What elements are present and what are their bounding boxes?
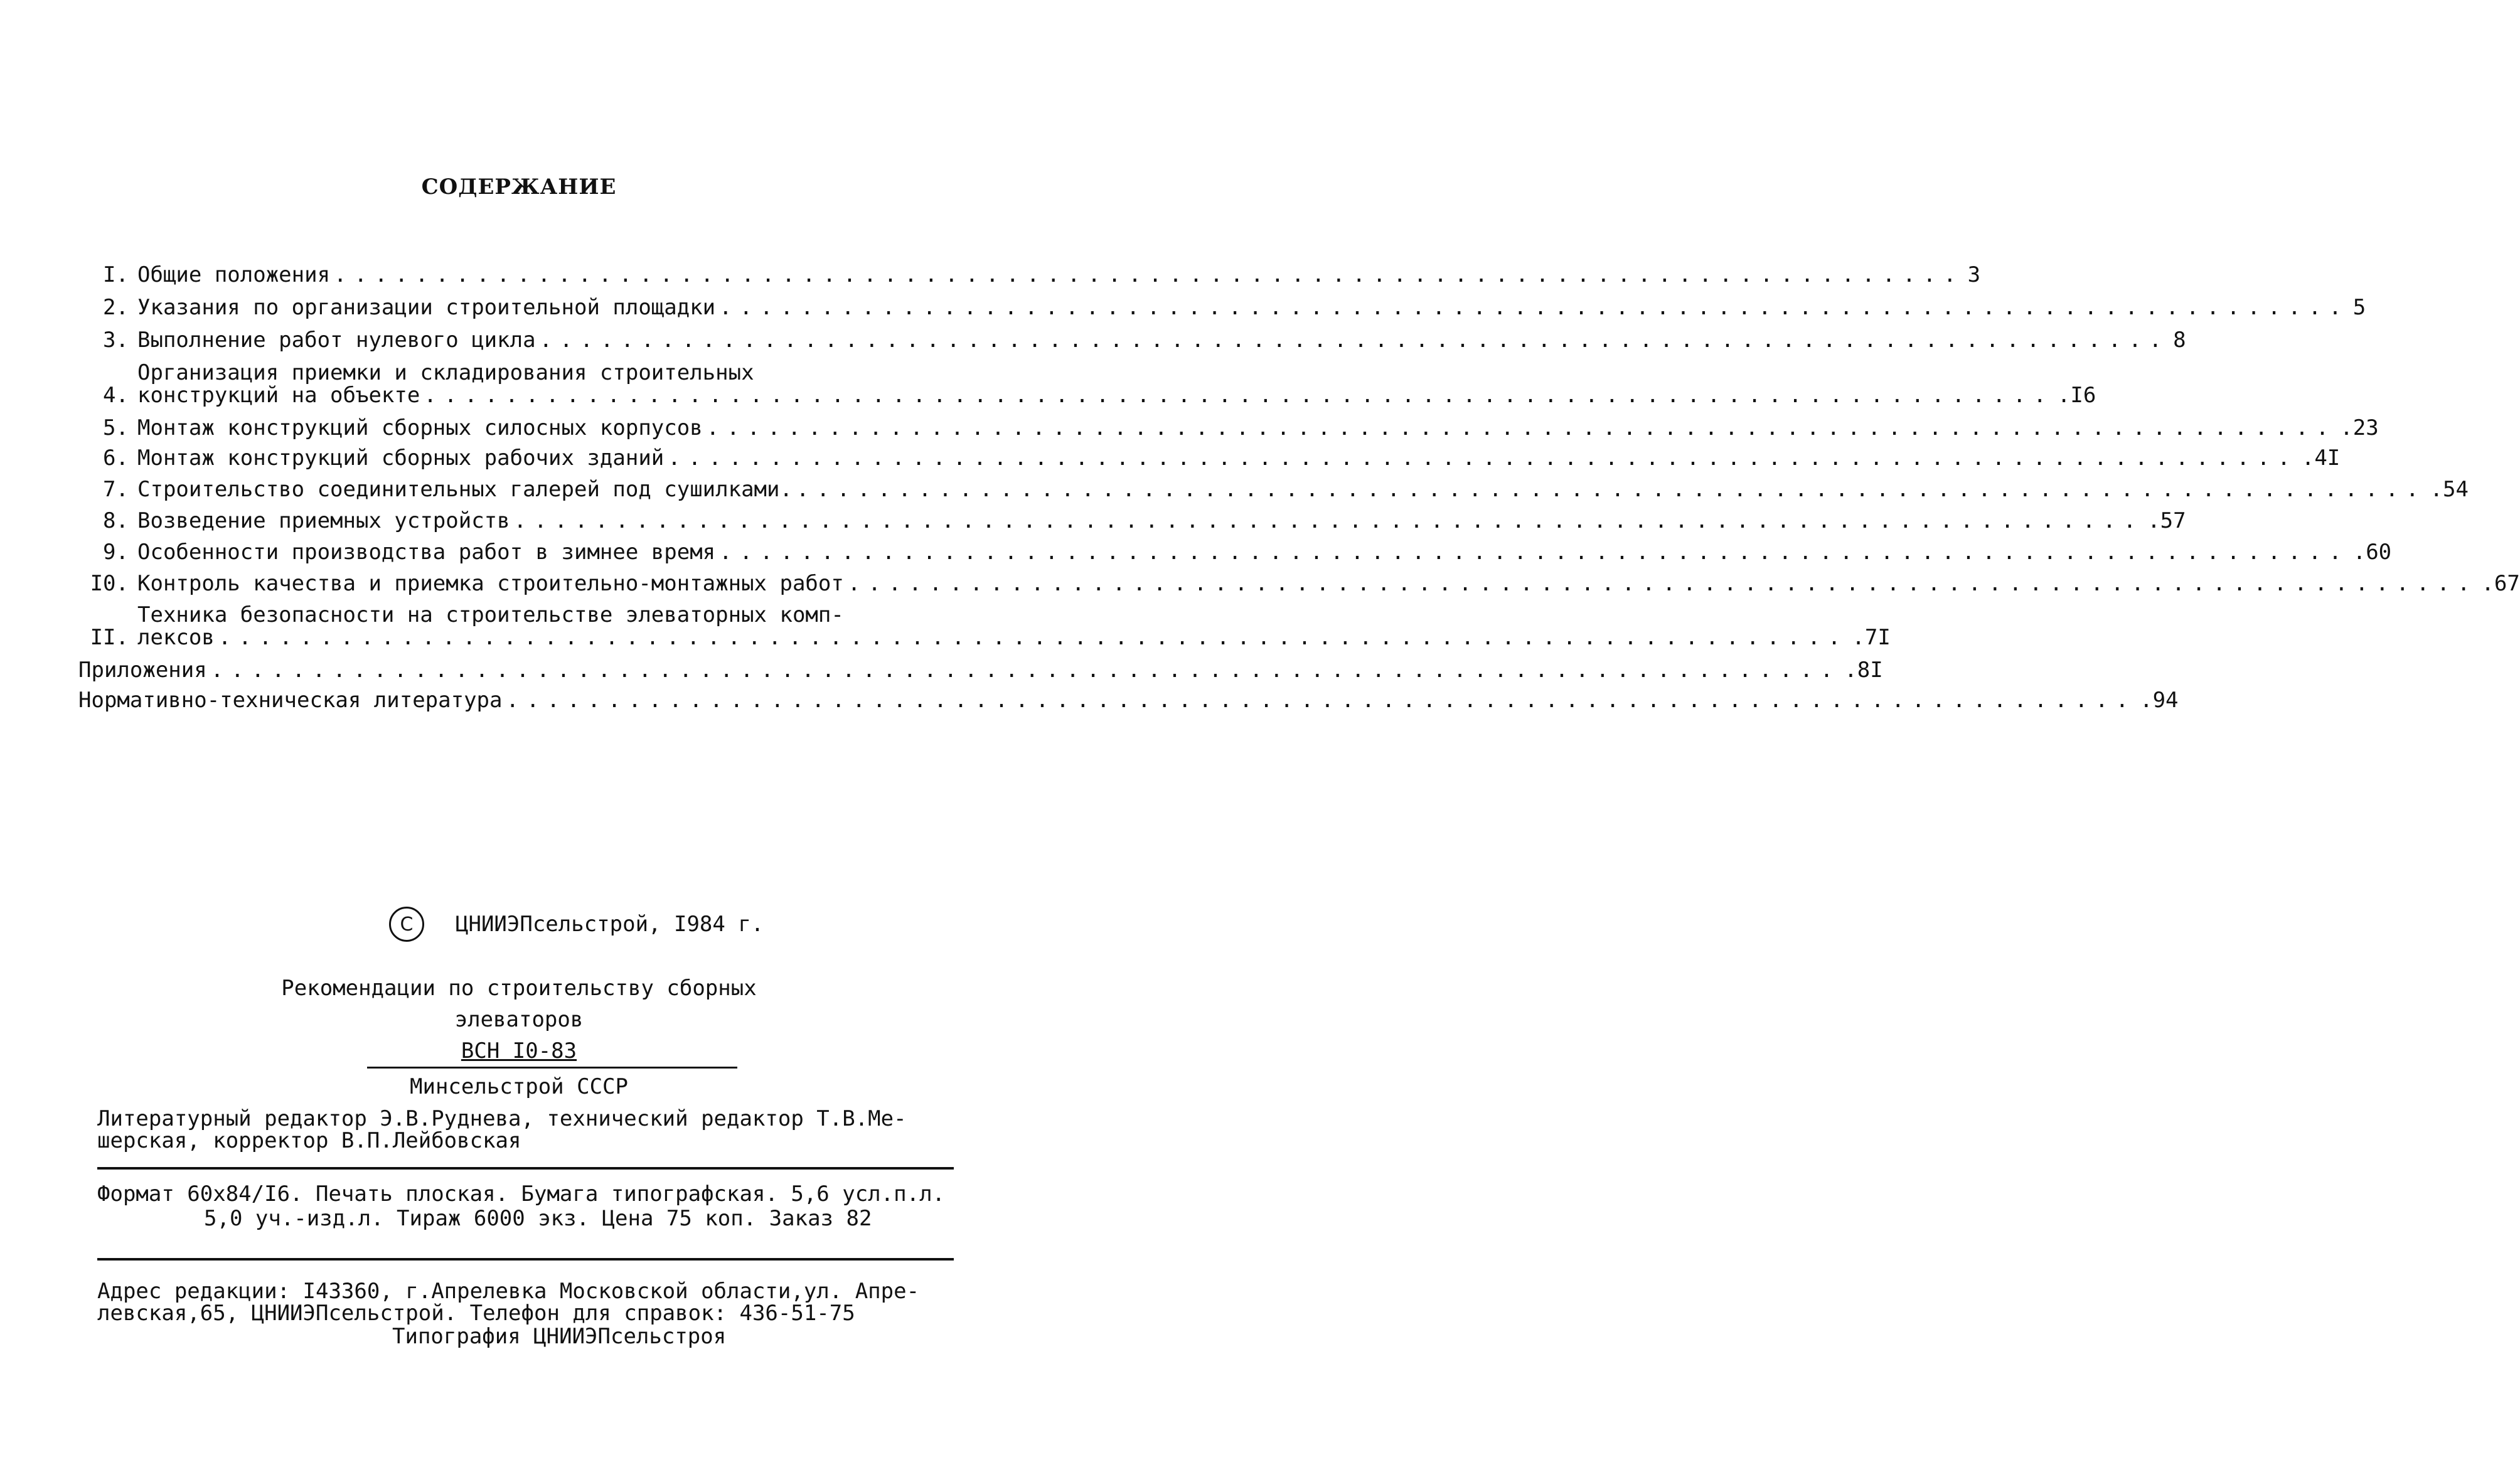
- toc-item-page: .94: [2140, 688, 2179, 713]
- toc-item: [75, 540, 2392, 565]
- toc-item: [75, 508, 2186, 533]
- toc-item-number: II.: [90, 625, 129, 650]
- toc-item-text: [129, 602, 1891, 650]
- toc-item-text: [129, 328, 2186, 353]
- toc-item-leader-row: [137, 295, 2366, 320]
- toc-item-title: Указания по организации строительной площадки: [137, 295, 716, 320]
- toc-item-page: .7I: [1852, 625, 1891, 650]
- printing-house: Типография ЦНИИЭПсельстроя: [392, 1324, 727, 1349]
- book-title-line1: Рекомендации по строительству сборных: [281, 976, 757, 1001]
- toc-item-page: .I6: [2057, 383, 2096, 408]
- toc-item-title: Монтаж конструкций сборных силосных корпусов: [137, 415, 703, 440]
- toc-item-text: [129, 571, 2520, 596]
- copyright-icon: C: [389, 907, 424, 942]
- toc-item-title: конструкций на объекте: [137, 383, 420, 408]
- toc-item-page: .67: [2481, 571, 2520, 596]
- toc-item-leader-row: [78, 658, 1883, 683]
- toc-item-page: .23: [2340, 415, 2379, 440]
- address-line2: левская,65, ЦНИИЭПсельстрой. Телефон для справок: 436-51-75: [97, 1301, 855, 1326]
- toc-item-leader-row: [137, 571, 2520, 596]
- toc-item-title-line1: Организация приемки и складирования строительных: [137, 360, 754, 385]
- toc-item-text: [129, 360, 2096, 408]
- toc-item-text: [75, 688, 2179, 713]
- toc-item-title-line1: Техника безопасности на строительстве элеваторных комп-: [137, 602, 844, 627]
- toc-item: [75, 477, 2469, 502]
- toc-item-leader-row: [137, 415, 2379, 440]
- dot-leader: ................................................................................: [847, 571, 2478, 596]
- toc-title: СОДЕРЖАНИЕ: [421, 174, 617, 200]
- toc-item-number: I.: [103, 262, 129, 287]
- dot-leader: ................................................................................: [706, 415, 2337, 440]
- toc-item: [75, 360, 2096, 408]
- document-code: ВСН I0-83: [461, 1038, 577, 1064]
- toc-item-number: 7.: [103, 477, 129, 502]
- table-of-contents: [75, 262, 2520, 713]
- toc-item: [75, 262, 1981, 287]
- toc-item-leader-row: [137, 328, 2186, 353]
- toc-item-number: 9.: [103, 540, 129, 565]
- toc-item-number: 8.: [103, 508, 129, 533]
- toc-item-leader-row: [137, 477, 2469, 502]
- toc-item-text: [129, 415, 2379, 440]
- book-title-line2: элеваторов: [454, 1007, 584, 1032]
- divider-rule: [97, 1258, 954, 1261]
- dot-leader: ................................................................................: [719, 295, 2349, 320]
- toc-item-page: 3: [1967, 262, 1981, 287]
- toc-item-text: [129, 445, 2341, 471]
- toc-item-title: Возведение приемных устройств: [137, 508, 510, 533]
- toc-item: [75, 688, 2179, 713]
- divider-rule: [367, 1067, 737, 1069]
- dot-leader: ................................................................................: [334, 262, 1964, 287]
- format-line1: Формат 60х84/I6. Печать плоская. Бумага типографская. 5,6 усл.п.л.: [97, 1181, 946, 1207]
- dot-leader: ................................................................................: [796, 477, 2427, 502]
- editors-line1: Литературный редактор Э.В.Руднева, технический редактор Т.В.Ме-: [97, 1106, 907, 1131]
- toc-item: [75, 571, 2520, 596]
- toc-item-number: 3.: [103, 328, 129, 353]
- dot-leader: ................................................................................: [506, 688, 2137, 713]
- toc-item-title: Контроль качества и приемка строительно-монтажных работ: [137, 571, 844, 596]
- copyright-line: [389, 907, 764, 942]
- dot-leader: ................................................................................: [668, 445, 2298, 471]
- format-line2: 5,0 уч.-изд.л. Тираж 6000 экз. Цена 75 коп. Заказ 82: [204, 1206, 872, 1231]
- toc-item-text: [129, 508, 2186, 533]
- toc-item-title: Строительство соединительных галерей под сушилками.: [137, 477, 793, 502]
- toc-item-title: Монтаж конструкций сборных рабочих зданий: [137, 445, 665, 471]
- toc-item-leader-row: [137, 262, 1981, 287]
- toc-item-text: [75, 658, 1883, 683]
- toc-item-page: .54: [2430, 477, 2469, 502]
- editors-line2: шерская, корректор В.П.Лейбовская: [97, 1128, 521, 1153]
- toc-item-title: лексов: [137, 625, 215, 650]
- toc-item-title: Приложения: [78, 658, 207, 683]
- toc-item: [75, 328, 2186, 353]
- toc-item-title: Нормативно-техническая литература: [78, 688, 503, 713]
- toc-item-text: [129, 295, 2366, 320]
- toc-item-page: .60: [2352, 540, 2392, 565]
- toc-item-page: 5: [2352, 295, 2366, 320]
- dot-leader: ................................................................................: [539, 328, 2170, 353]
- toc-item: [75, 602, 1891, 650]
- toc-item: [75, 445, 2341, 471]
- copyright-text: ЦНИИЭПсельстрой, I984 г.: [456, 912, 764, 937]
- toc-item-number: 6.: [103, 445, 129, 471]
- dot-leader: ................................................................................: [424, 383, 2054, 408]
- ministry: Минсельстрой СССР: [410, 1074, 628, 1099]
- dot-leader: ................................................................................: [513, 508, 2144, 533]
- toc-item-leader-row: [137, 625, 1891, 650]
- toc-item-number: 4.: [103, 383, 129, 408]
- toc-item: [75, 295, 2366, 320]
- toc-item-number: 5.: [103, 415, 129, 440]
- dot-leader: ................................................................................: [719, 540, 2349, 565]
- toc-item-page: .4I: [2301, 445, 2341, 471]
- divider-rule: [97, 1167, 954, 1170]
- toc-item-number: I0.: [90, 571, 129, 596]
- toc-item-page: .57: [2147, 508, 2186, 533]
- toc-item-text: [129, 540, 2392, 565]
- toc-item-leader-row: [137, 383, 2096, 408]
- toc-item-text: [129, 477, 2469, 502]
- dot-leader: ................................................................................: [210, 658, 1841, 683]
- toc-item-leader-row: [137, 540, 2392, 565]
- toc-item-text: [129, 262, 1981, 287]
- toc-item-leader-row: [78, 688, 2179, 713]
- toc-item-title: Выполнение работ нулевого цикла: [137, 328, 536, 353]
- toc-item-leader-row: [137, 445, 2341, 471]
- toc-item-title: Особенности производства работ в зимнее время: [137, 540, 716, 565]
- toc-item-title: Общие положения: [137, 262, 331, 287]
- address-line1: Адрес редакции: I43360, г.Апрелевка Московской области,ул. Апре-: [97, 1279, 920, 1304]
- toc-item-number: 2.: [103, 295, 129, 320]
- toc-item: [75, 415, 2379, 440]
- toc-item-page: .8I: [1844, 658, 1883, 683]
- dot-leader: ................................................................................: [218, 625, 1849, 650]
- toc-item-page: 8: [2173, 328, 2186, 353]
- toc-item-leader-row: [137, 508, 2186, 533]
- toc-item: [75, 658, 1883, 683]
